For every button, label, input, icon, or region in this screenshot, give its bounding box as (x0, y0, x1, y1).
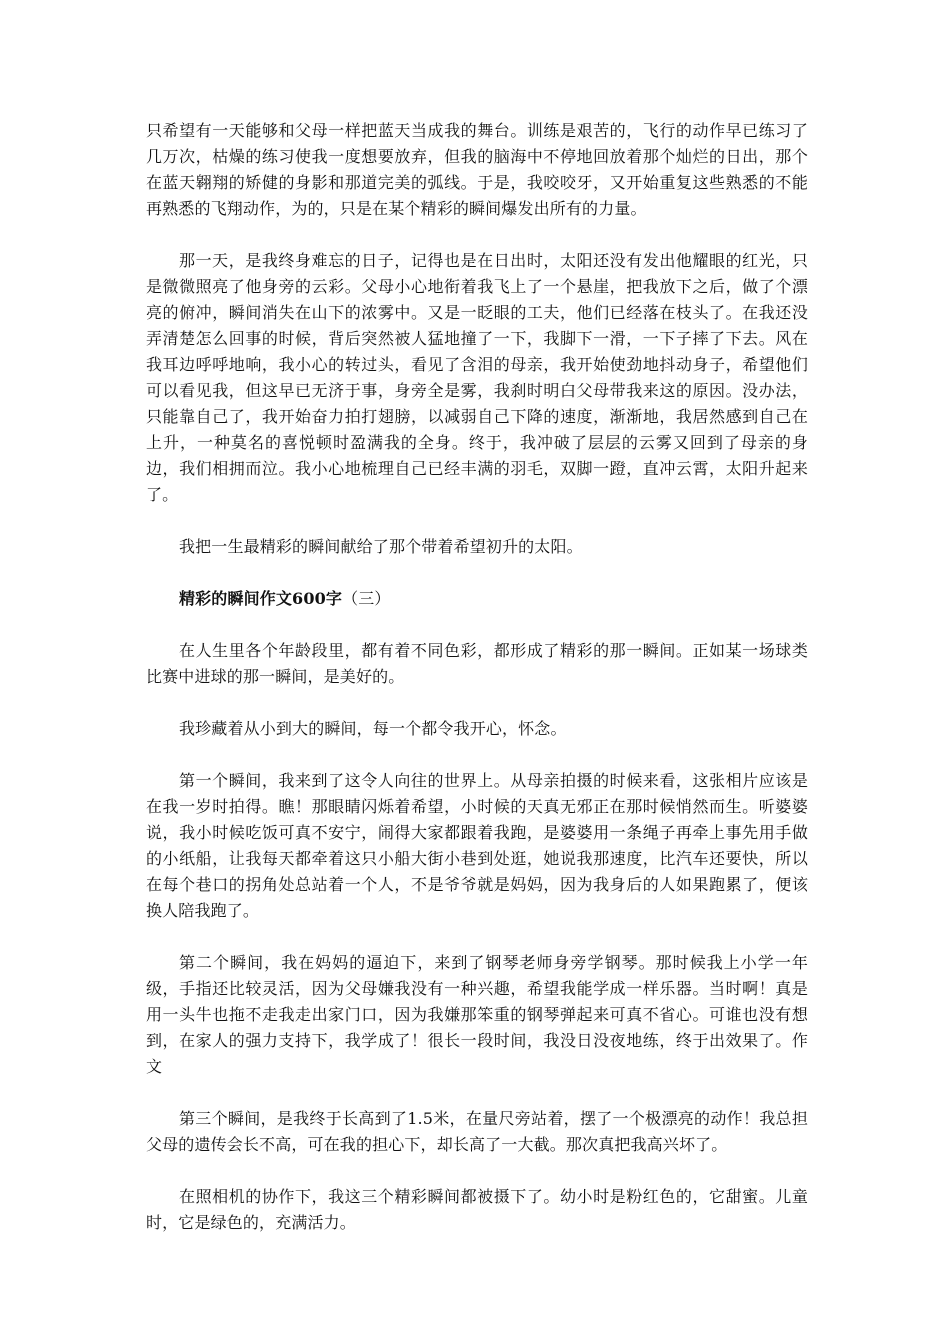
paragraph-opening: 只希望有一天能够和父母一样把蓝天当成我的舞台。训练是艰苦的，飞行的动作早已练习了几万次，枯燥的练习使我一度想要放弃，但我的脑海中不停地回放着那个灿烂的日出，那个在蓝天翱翔的矫健的身影和那道完美的弧线。于是，我咬咬牙，又开始重复这些熟悉的不能再熟悉的飞翔动作，为的，只是在某个精彩的瞬间爆发出所有的力量。 (146, 121, 808, 218)
paragraph-treasure: 我珍藏着从小到大的瞬间，每一个都令我开心，怀念。 (179, 719, 567, 738)
section-heading-number: （三） (342, 589, 391, 608)
paragraph-first-moment: 第一个瞬间，我来到了这令人向往的世界上。从母亲拍摄的时候来看，这张相片应该是在我一岁时拍得。瞧！那眼睛闪烁着希望，小时候的天真无邪正在那时候悄然而生。听婆婆说，我小时候吃饭可真不安宁，闹得大家都跟着我跑，是婆婆用一条绳子再牵上事先用手做的小纸船，让我每天都牵着这只小船大街小巷到处逛，她说我那速度，比汽车还要快，所以在每个巷口的拐角处总站着一个人，不是爷爷就是妈妈，因为我身后的人如果跑累了，便该换人陪我跑了。 (146, 771, 808, 920)
paragraph-intro: 在人生里各个年龄段里，都有着不同色彩，都形成了精彩的那一瞬间。正如某一场球类比赛中进球的那一瞬间，是美好的。 (146, 641, 808, 686)
paragraph-dedication: 我把一生最精彩的瞬间献给了那个带着希望初升的太阳。 (179, 537, 583, 556)
paragraph-second-moment: 第二个瞬间，我在妈妈的逼迫下，来到了钢琴老师身旁学钢琴。那时候我上小学一年级，手指还比较灵活，因为父母嫌我没有一种兴趣，希望我能学成一样乐器。当时啊！真是用一头牛也拖不走我走出家门口，因为我嫌那笨重的钢琴弹起来可真不省心。可谁也没有想到，在家人的强力支持下，我学成了！很长一段时间，我没日没夜地练，终于出效果了。作文 (146, 953, 808, 1076)
document-page (146, 118, 808, 1262)
paragraph-closing: 在照相机的协作下，我这三个精彩瞬间都被摄下了。幼小时是粉红色的，它甜蜜。儿童时，它是绿色的，充满活力。 (146, 1187, 808, 1232)
paragraph-third-moment: 第三个瞬间，是我终于长高到了1.5米，在量尺旁站着，摆了一个极漂亮的动作！我总担父母的遗传会长不高，可在我的担心下，却长高了一大截。那次真把我高兴坏了。 (146, 1109, 808, 1154)
section-heading-title: 精彩的瞬间作文600字 (179, 589, 343, 608)
paragraph-that-day: 那一天，是我终身难忘的日子，记得也是在日出时，太阳还没有发出他耀眼的红光，只是微微照亮了他身旁的云彩。父母小心地衔着我飞上了一个悬崖，把我放下之后，做了个漂亮的俯冲，瞬间消失在山下的浓雾中。又是一眨眼的工夫，他们已经落在枝头了。在我还没弄清楚怎么回事的时候，背后突然被人猛地撞了一下，我脚下一滑，一下子摔了下去。风在我耳边呼呼地响，我小心的转过头，看见了含泪的母亲，我开始使劲地抖动身子，希望他们可以看见我，但这早已无济于事，身旁全是雾，我刹时明白父母带我来这的原因。没办法，只能靠自己了，我开始奋力拍打翅膀，以减弱自己下降的速度，渐渐地，我居然感到自己在上升，一种莫名的喜悦顿时盈满我的全身。终于，我冲破了层层的云雾又回到了母亲的身边，我们相拥而泣。我小心地梳理自己已经丰满的羽毛，双脚一蹬，直冲云霄，太阳升起来了。 (146, 251, 808, 504)
section-heading (146, 586, 808, 612)
